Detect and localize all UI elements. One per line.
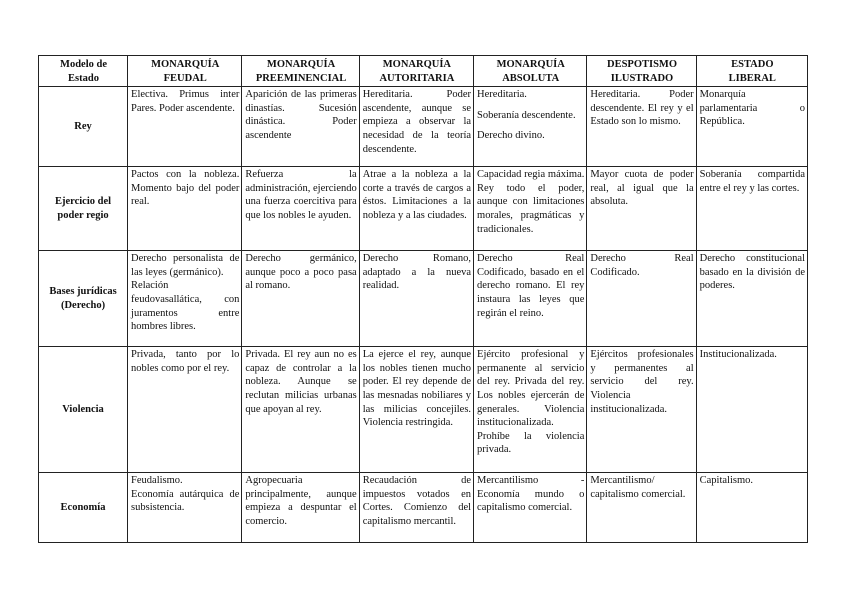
header-line: ESTADO bbox=[731, 59, 774, 70]
table-cell bbox=[474, 167, 587, 251]
cell-text: Derecho Romano, adaptado a la nueva realidad. bbox=[362, 253, 472, 292]
cell-text: Capitalismo. bbox=[699, 475, 753, 487]
row-label-economia bbox=[39, 473, 128, 543]
cell-text: Monarquía parlamentaria o República. bbox=[699, 89, 805, 128]
table-cell bbox=[128, 347, 242, 473]
cell-text: Recaudación de impuestos votados en Cortes. Comienzo del capitalismo mercantil. bbox=[362, 475, 472, 527]
header-line: ILUSTRADO bbox=[610, 72, 674, 84]
table-cell bbox=[474, 347, 587, 473]
table-cell bbox=[696, 87, 807, 167]
header-line: DESPOTISMO bbox=[606, 59, 677, 70]
header-cell-absoluta bbox=[474, 56, 587, 87]
table-cell bbox=[474, 87, 587, 167]
header-line: PREEMINENCIAL bbox=[255, 72, 347, 84]
comparison-table bbox=[38, 55, 808, 543]
row-label-line: Rey bbox=[74, 120, 92, 132]
cell-text: Atrae a la nobleza a la corte a través de cargos a éstos. Limitaciones a la nobleza y a las ciudades. bbox=[362, 169, 472, 221]
row-label-line: Bases jurídicas bbox=[49, 286, 117, 298]
row-label-rey bbox=[39, 87, 128, 167]
header-line: FEUDAL bbox=[163, 72, 207, 84]
header-cell-modelo bbox=[39, 56, 128, 87]
cell-text: Derecho germánico, aunque poco a poco pasa al romano. bbox=[245, 253, 357, 292]
cell-text: Mercantilismo/ capitalismo comercial. bbox=[590, 475, 686, 500]
table-cell bbox=[587, 473, 696, 543]
row-label-line: (Derecho) bbox=[60, 299, 106, 311]
cell-text: Ejército profesional y permanente al servicio del rey. Privada del rey. Los nobles ejercerán de generales. Violencia institucionalizada. Prohíbe la violencia privada. bbox=[477, 349, 585, 456]
row-label-bases bbox=[39, 251, 128, 347]
header-line: LIBERAL bbox=[728, 72, 776, 84]
cell-text: Economía autárquica de subsistencia. bbox=[131, 488, 240, 514]
table-cell bbox=[696, 347, 807, 473]
table-cell bbox=[359, 473, 473, 543]
table-cell bbox=[696, 167, 807, 251]
row-label-line: Ejercicio del bbox=[54, 196, 112, 208]
table-cell bbox=[359, 347, 473, 473]
table-row-economia bbox=[39, 473, 808, 543]
header-line: AUTORITARIA bbox=[379, 72, 455, 84]
header-line: MONARQUÍA bbox=[151, 59, 220, 70]
header-cell-ilustrado bbox=[587, 56, 696, 87]
cell-text: Mayor cuota de poder real, al igual que la absoluta. bbox=[590, 169, 694, 208]
table-cell bbox=[696, 473, 807, 543]
table-cell bbox=[242, 251, 359, 347]
cell-text: Soberanía compartida entre el rey y las cortes. bbox=[699, 169, 805, 194]
cell-text: Feudalismo. bbox=[131, 475, 183, 487]
table-cell bbox=[128, 87, 242, 167]
cell-text: Mercantilismo - Economía mundo o capitalismo comercial. bbox=[477, 475, 585, 514]
table-cell bbox=[359, 87, 473, 167]
cell-text: Privada. El rey aun no es capaz de controlar a la nobleza. Aunque se reclutan milicias urbanas que apoyan al rey. bbox=[245, 349, 357, 415]
table-cell bbox=[696, 251, 807, 347]
header-row bbox=[39, 56, 808, 87]
header-cell-autoritaria bbox=[359, 56, 473, 87]
row-label-line: poder regio bbox=[57, 209, 109, 221]
cell-text: Institucionalizada. bbox=[699, 349, 777, 361]
header-cell-preeminencial bbox=[242, 56, 359, 87]
table-cell bbox=[474, 251, 587, 347]
table-cell bbox=[242, 473, 359, 543]
header-line: MONARQUÍA bbox=[382, 59, 451, 70]
cell-text: Relación feudovasallática, con juramentos entre hombres libres. bbox=[131, 280, 240, 333]
cell-text: Derecho Real Codificado. bbox=[590, 253, 694, 278]
cell-text: Refuerza la administración, ejerciendo una fuerza coercitiva para que los nobles le ayuden. bbox=[245, 169, 357, 221]
table-cell bbox=[587, 167, 696, 251]
cell-text: Agropecuaria principalmente, aunque empieza a despuntar el comercio. bbox=[245, 475, 357, 527]
cell-text: Hereditaria. Poder descendente. El rey y el Estado son lo mismo. bbox=[590, 89, 694, 128]
cell-text: Derecho Real Codificado, basado en el derecho romano. El rey instaura las leyes que regirán el reino. bbox=[477, 253, 585, 319]
header-line: ABSOLUTA bbox=[502, 72, 560, 84]
cell-text: Hereditaria. bbox=[477, 89, 527, 101]
table-row-ejercicio bbox=[39, 167, 808, 251]
cell-text: Hereditaria. Poder ascendente, aunque se empieza a observar la necesidad de la teoría descendente. bbox=[362, 89, 472, 155]
cell-text: Pactos con la nobleza. Momento bajo del poder real. bbox=[131, 169, 240, 208]
cell-text: Ejércitos profesionales y permanentes al servicio del rey. Violencia institucionalizada. bbox=[590, 349, 694, 415]
table-row-rey bbox=[39, 87, 808, 167]
header-line: MONARQUÍA bbox=[266, 59, 336, 70]
table-row-violencia bbox=[39, 347, 808, 473]
row-label-line: Violencia bbox=[62, 403, 104, 415]
row-label-violencia bbox=[39, 347, 128, 473]
cell-text: Derecho divino. bbox=[477, 130, 545, 142]
cell-text: Derecho personalista de las leyes (germánico). bbox=[131, 253, 240, 278]
table-row-bases bbox=[39, 251, 808, 347]
table-cell bbox=[474, 473, 587, 543]
row-label-line: Economía bbox=[60, 501, 106, 513]
header-line: Modelo de bbox=[60, 59, 107, 70]
header-cell-feudal bbox=[128, 56, 242, 87]
table-cell bbox=[242, 347, 359, 473]
cell-text: Electiva. Primus inter Pares. Poder ascendente. bbox=[131, 89, 240, 114]
cell-text: Derecho constitucional basado en la división de poderes. bbox=[699, 253, 805, 292]
cell-text: Capacidad regia máxima. Rey todo el poder, aunque con limitaciones morales, pragmáticas y tradicionales. bbox=[477, 169, 585, 235]
table-cell bbox=[128, 251, 242, 347]
header-cell-liberal bbox=[696, 56, 807, 87]
table-cell bbox=[359, 251, 473, 347]
table-cell bbox=[128, 167, 242, 251]
table-cell bbox=[242, 167, 359, 251]
table-cell bbox=[359, 167, 473, 251]
table-cell bbox=[587, 87, 696, 167]
cell-text: Privada, tanto por lo nobles como por el rey. bbox=[131, 349, 240, 374]
cell-text: La ejerce el rey, aunque los nobles tienen mucho poder. El rey depende de las mesnadas nobiliares y las milicias concejiles. Violencia restringida. bbox=[362, 349, 472, 429]
table-cell bbox=[242, 87, 359, 167]
header-line: Estado bbox=[68, 72, 99, 84]
row-label-ejercicio bbox=[39, 167, 128, 251]
table-cell bbox=[587, 251, 696, 347]
table-cell bbox=[128, 473, 242, 543]
header-line: MONARQUÍA bbox=[496, 59, 565, 70]
table-cell bbox=[587, 347, 696, 473]
cell-text: Aparición de las primeras dinastías. Sucesión dinástica. Poder ascendente bbox=[245, 89, 357, 141]
cell-text: Soberanía descendente. bbox=[477, 109, 576, 121]
